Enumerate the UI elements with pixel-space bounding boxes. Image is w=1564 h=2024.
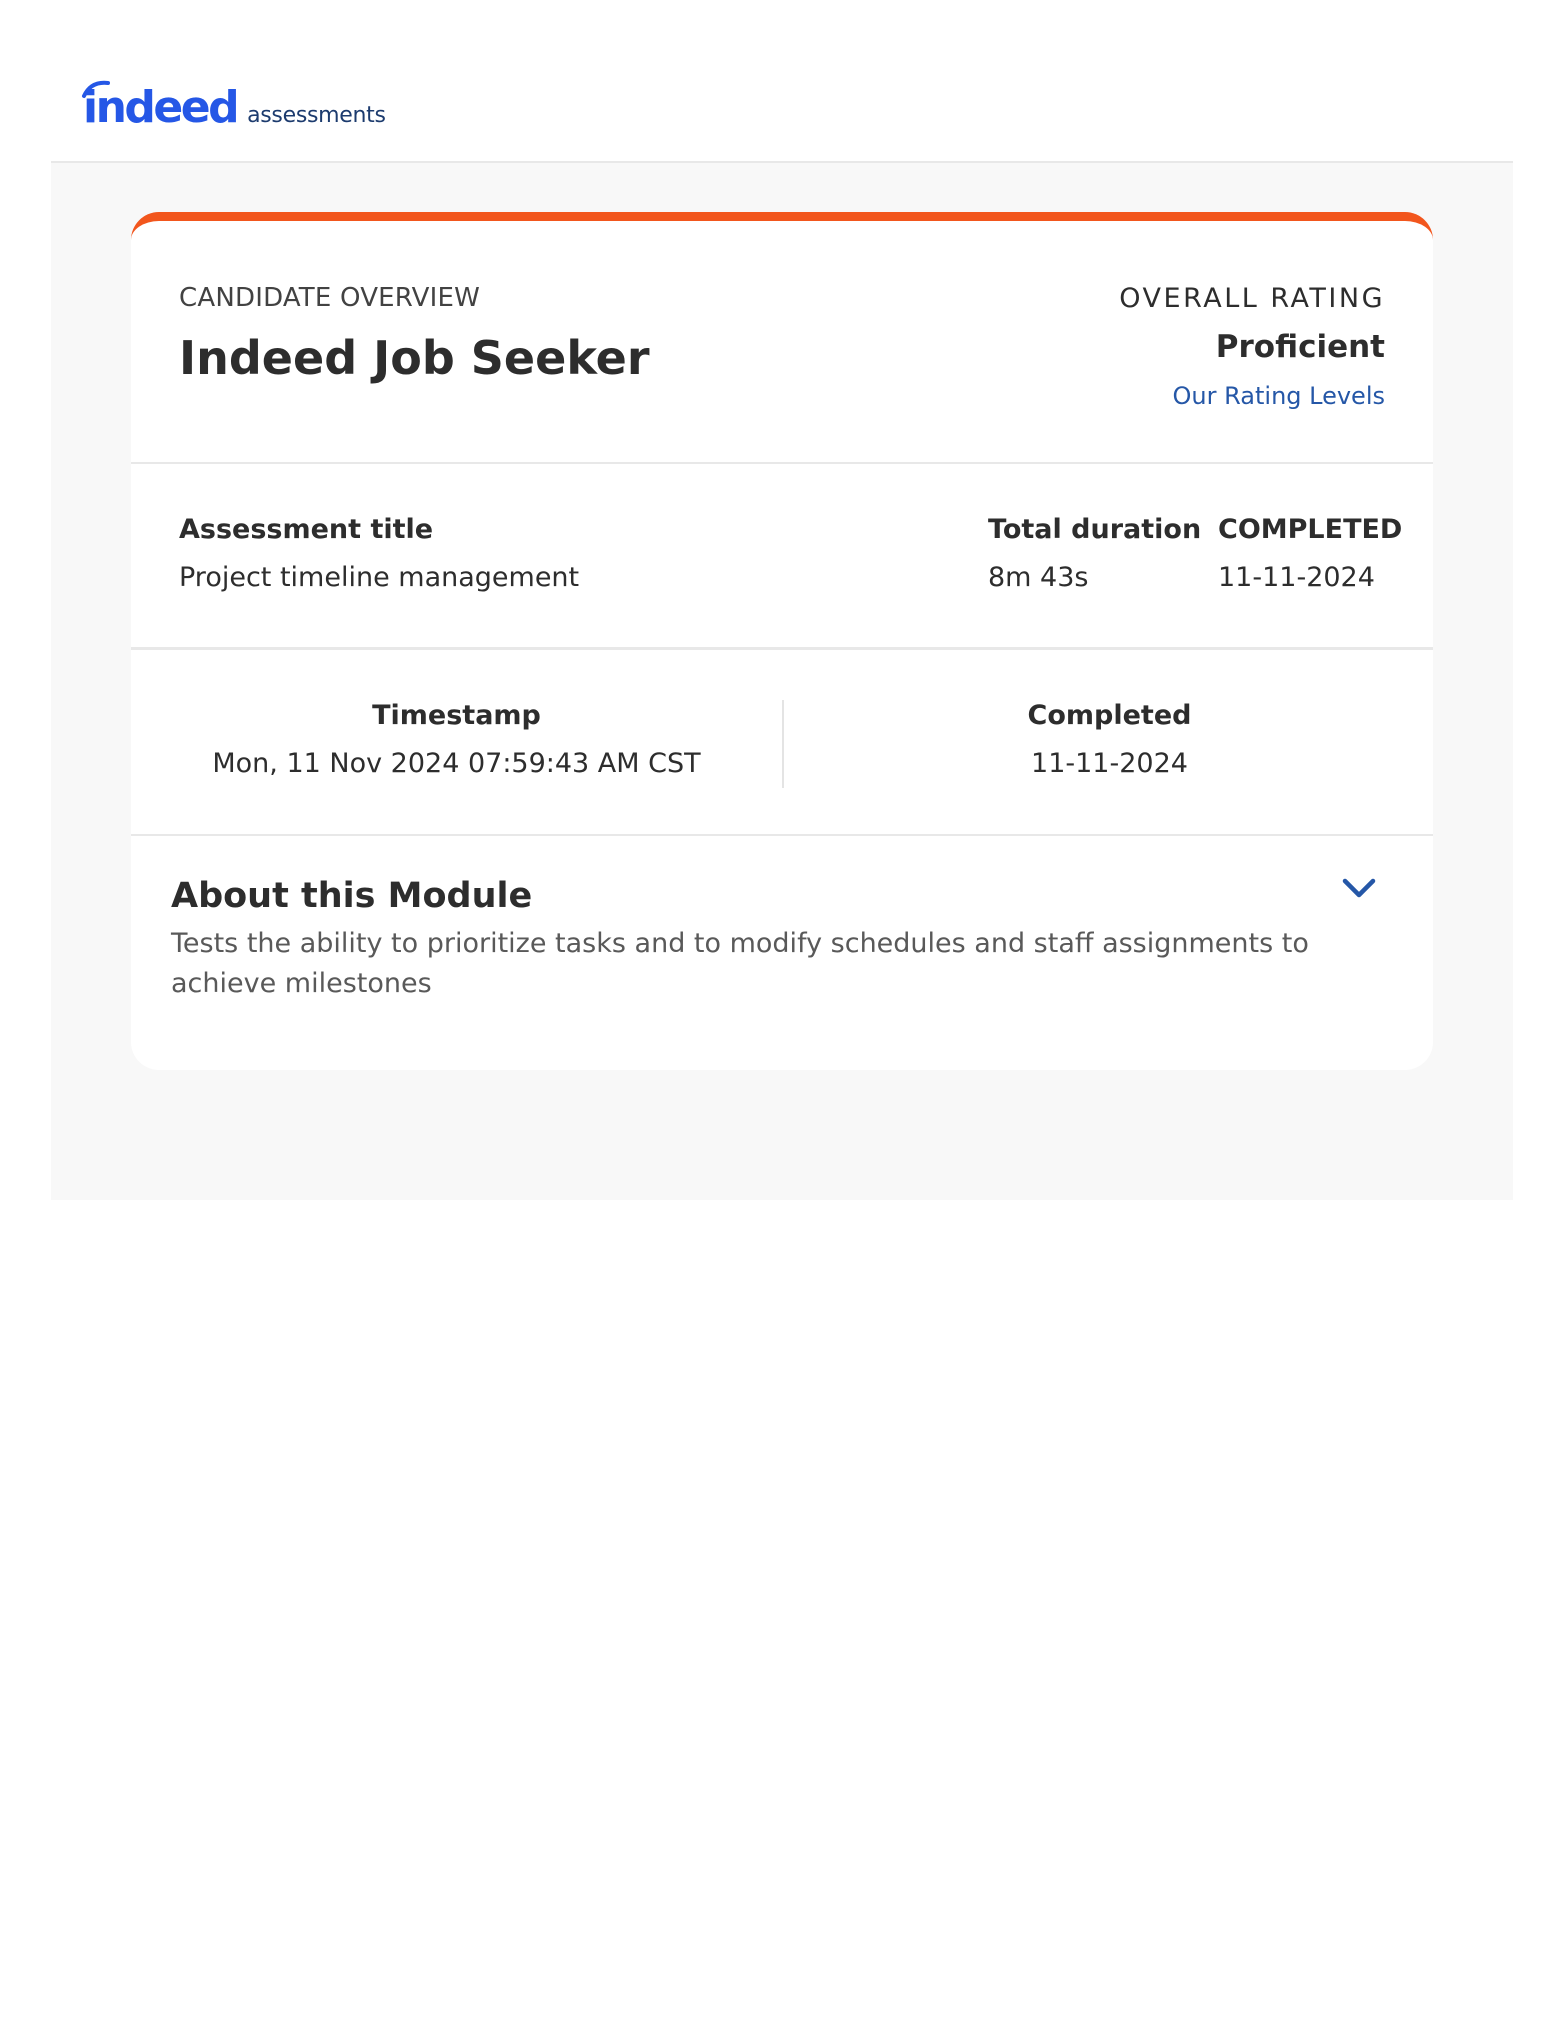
assessment-info-section [131, 464, 1433, 650]
assessment-title-field [179, 514, 579, 593]
total-duration-label: Total duration [988, 514, 1202, 545]
completed-stamp-field [784, 700, 1433, 779]
completed-value: 11-11-2024 [1218, 562, 1375, 593]
assessment-title-value: Project timeline management [179, 562, 580, 593]
total-duration-field [988, 514, 1201, 593]
completed-date-field [1218, 514, 1402, 593]
candidate-name: Indeed Job Seeker [179, 331, 650, 385]
rating-levels-link[interactable]: Our Rating Levels [1172, 382, 1385, 410]
assessment-title-label: Assessment title [179, 514, 434, 545]
logo-arc-icon [81, 79, 111, 99]
overall-rating-value: Proficient [1215, 329, 1385, 365]
timestamp-value: Mon, 11 Nov 2024 07:59:43 AM CST [212, 748, 701, 779]
about-module-description: Tests the ability to prioritize tasks and to modify schedules and staff assignments to achieve milestones [171, 928, 1309, 999]
indeed-assessments-logo[interactable] [83, 82, 386, 146]
timestamp-section [131, 650, 1433, 836]
chevron-down-icon[interactable] [1337, 870, 1381, 906]
completed-stamp-label: Completed [1027, 700, 1192, 731]
about-module-section [131, 836, 1433, 1070]
timestamp-label: Timestamp [372, 700, 541, 731]
header [51, 0, 1513, 163]
logo-text: indeed [83, 82, 238, 133]
assessment-card [131, 212, 1433, 1070]
overview-label: CANDIDATE OVERVIEW [179, 283, 481, 313]
total-duration-value: 8m 43s [988, 562, 1089, 593]
timestamp-field [131, 700, 782, 779]
candidate-overview-section [131, 221, 1433, 464]
logo-wordmark [83, 82, 238, 133]
overall-rating-label: OVERALL RATING [1119, 283, 1385, 314]
completed-label: COMPLETED [1218, 514, 1403, 545]
logo-subtitle: assessments [247, 103, 386, 128]
about-module-title: About this Module [171, 876, 533, 916]
completed-stamp-value: 11-11-2024 [1031, 748, 1188, 779]
